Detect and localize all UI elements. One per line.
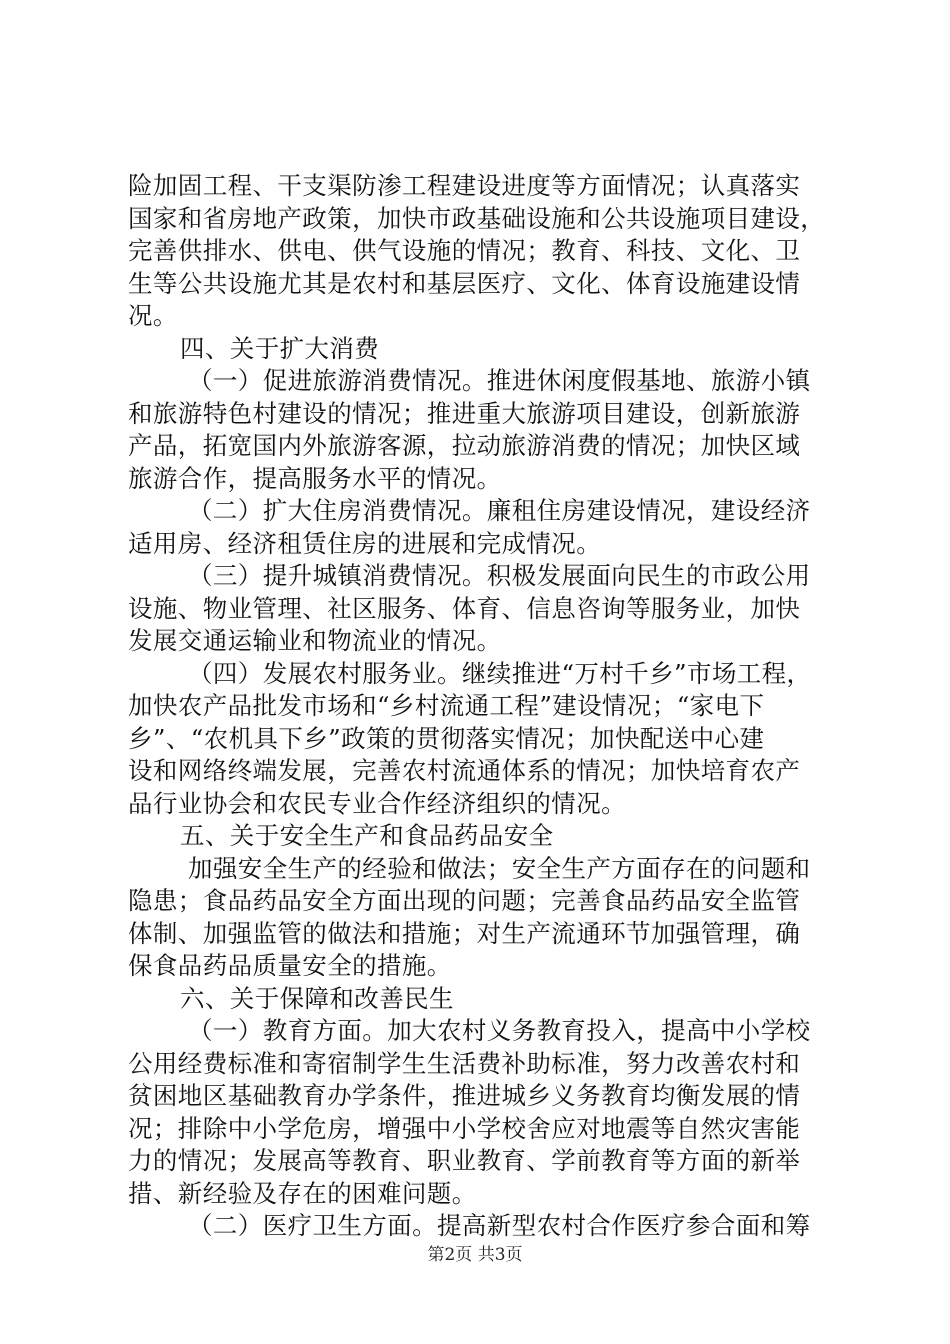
text-line: 加快农产品批发市场和“乡村流通工程”建设情况；“家电下 bbox=[128, 691, 765, 720]
text-line: （一）促进旅游消费情况。推进休闲度假基地、旅游小镇 bbox=[188, 366, 811, 395]
text-line: 体制、加强监管的做法和措施；对生产流通环节加强管理，确 bbox=[128, 918, 801, 948]
text-line: 公用经费标准和寄宿制学生生活费补助标准，努力改善农村和 bbox=[128, 1048, 801, 1078]
text-line: 生等公共设施尤其是农村和基层医疗、文化、体育设施建设情 bbox=[128, 268, 801, 298]
text-line: 况；排除中小学危房，增强中小学校舍应对地震等自然灾害能 bbox=[128, 1113, 801, 1143]
text-line: 完善供排水、供电、供气设施的情况；教育、科技、文化、卫 bbox=[128, 236, 801, 265]
text-line: （二）医疗卫生方面。提高新型农村合作医疗参合面和筹 bbox=[188, 1211, 811, 1240]
text-line: 适用房、经济租赁住房的进展和完成情况。 bbox=[128, 528, 602, 558]
text-line: 保食品药品质量安全的措施。 bbox=[128, 951, 452, 980]
section-heading: 四、关于扩大消费 bbox=[180, 333, 380, 363]
text-line: 旅游合作，提高服务水平的情况。 bbox=[128, 463, 502, 493]
text-line: 发展交通运输业和物流业的情况。 bbox=[128, 626, 502, 655]
text-line: 国家和省房地产政策，加快市政基础设施和公共设施项目建设， bbox=[128, 203, 826, 233]
text-line: 措、新经验及存在的困难问题。 bbox=[128, 1178, 477, 1208]
text-line: （一）教育方面。加大农村义务教育投入，提高中小学校 bbox=[188, 1016, 811, 1045]
text-line: 乡”、“农机具下乡”政策的贯彻落实情况；加快配送中心建 bbox=[128, 723, 765, 753]
text-line: 设施、物业管理、社区服务、体育、信息咨询等服务业，加快 bbox=[128, 593, 801, 623]
text-line: 力的情况；发展高等教育、职业教育、学前教育等方面的新举 bbox=[128, 1146, 801, 1175]
page-number-footer: 第2页 共3页 bbox=[427, 1245, 523, 1265]
text-line: （四）发展农村服务业。继续推进“万村千乡”市场工程， bbox=[188, 658, 812, 688]
text-line: 品行业协会和农民专业合作经济组织的情况。 bbox=[128, 788, 626, 818]
document-body bbox=[128, 170, 832, 1243]
text-line: 险加固工程、干支渠防渗工程建设进度等方面情况；认真落实 bbox=[128, 171, 801, 200]
text-line: 设和网络终端发展，完善农村流通体系的情况；加快培育农产 bbox=[128, 756, 801, 785]
text-line: 况。 bbox=[128, 301, 178, 330]
section-heading: 六、关于保障和改善民生 bbox=[180, 983, 454, 1013]
text-line: （三）提升城镇消费情况。积极发展面向民生的市政公用 bbox=[188, 561, 811, 590]
text-line: 贫困地区基础教育办学条件，推进城乡义务教育均衡发展的情 bbox=[128, 1081, 801, 1110]
text-line: 加强安全生产的经验和做法；安全生产方面存在的问题和 bbox=[188, 853, 811, 883]
text-line: 隐患；食品药品安全方面出现的问题；完善食品药品安全监管 bbox=[128, 886, 801, 915]
section-heading: 五、关于安全生产和食品药品安全 bbox=[180, 821, 554, 850]
text-line: 和旅游特色村建设的情况；推进重大旅游项目建设，创新旅游 bbox=[128, 398, 801, 428]
text-line: 产品，拓宽国内外旅游客源，拉动旅游消费的情况；加快区域 bbox=[128, 431, 801, 460]
text-line: （二）扩大住房消费情况。廉租住房建设情况，建设经济 bbox=[188, 496, 811, 525]
